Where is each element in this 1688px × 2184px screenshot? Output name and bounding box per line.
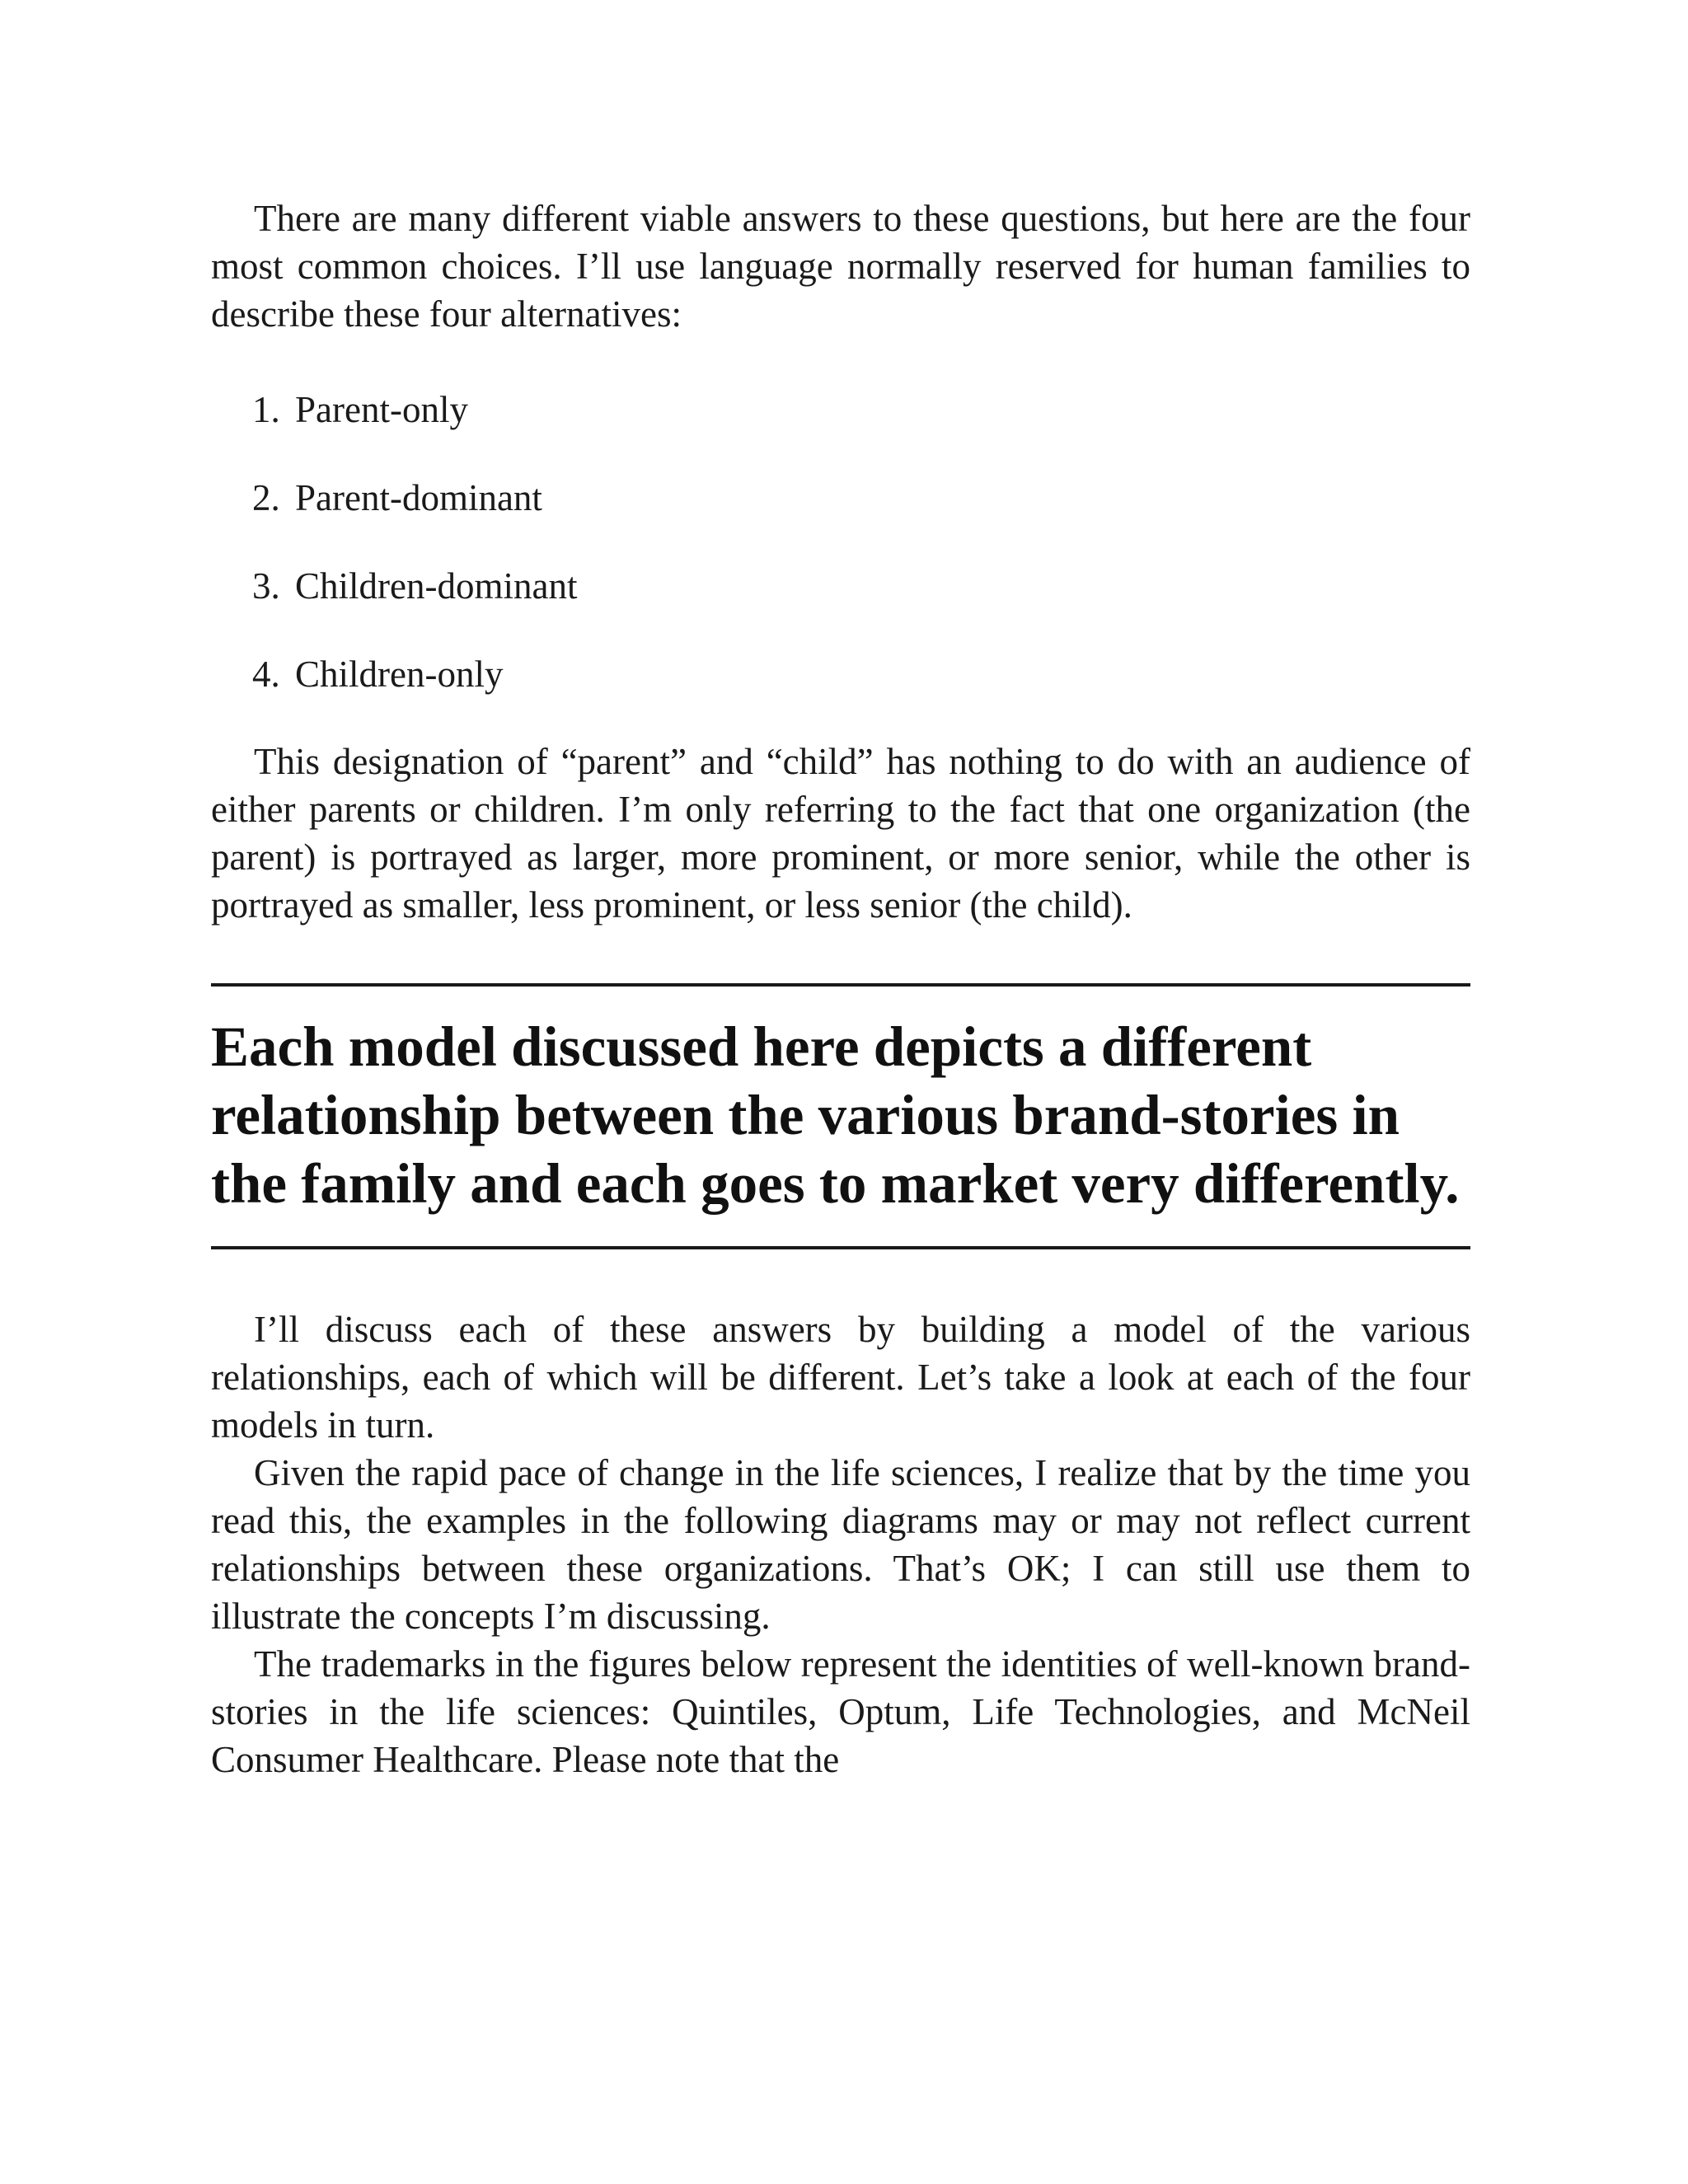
list-item-number: 1. bbox=[252, 389, 280, 430]
document-page bbox=[211, 194, 1470, 1783]
list-item bbox=[211, 562, 1470, 610]
designation-paragraph: This designation of “parent” and “child” has nothing to do with an audience of either parents or children. I’m only referring to the fact that one organization (the parent) is portrayed as larger, more prominent, or more senior, while the other is portrayed as smaller, less prominent, or less senior (the child). bbox=[211, 741, 1470, 926]
list-item-text: Parent-dominant bbox=[295, 477, 542, 518]
body-paragraph: The trademarks in the figures below represent the identities of well-known brand-stories in the life sciences: Quintiles, Optum, Life Technologies, and McNeil Consumer Healthcare. Please note that the bbox=[211, 1643, 1470, 1780]
alternatives-list bbox=[211, 386, 1470, 698]
list-item-number: 2. bbox=[252, 477, 280, 518]
pull-quote bbox=[211, 983, 1470, 1249]
body-paragraph: Given the rapid pace of change in the life sciences, I realize that by the time you read this, the examples in the following diagrams may or may not reflect current relationships between these organizations. That’s OK; I can still use them to illustrate the concepts I’m discussing. bbox=[211, 1452, 1470, 1637]
pull-quote-text: Each model discussed here depicts a different relationship between the various brand-stories in the family and each goes to market very differently. bbox=[211, 1015, 1460, 1215]
list-item-text: Children-only bbox=[295, 654, 504, 695]
list-item-text: Children-dominant bbox=[295, 565, 578, 607]
list-item bbox=[211, 386, 1470, 434]
body-paragraph: I’ll discuss each of these answers by building a model of the various relationships, each of which will be different. Let’s take a look at each of the four models in turn. bbox=[211, 1309, 1470, 1446]
list-item-number: 3. bbox=[252, 565, 280, 607]
body-paragraphs bbox=[211, 1305, 1470, 1783]
list-item-number: 4. bbox=[252, 654, 280, 695]
list-item bbox=[211, 474, 1470, 522]
list-item-text: Parent-only bbox=[295, 389, 468, 430]
intro-paragraph: There are many different viable answers to these questions, but here are the four most common choices. I’ll use language normally reserved for human families to describe these four alternatives: bbox=[211, 198, 1470, 335]
list-item bbox=[211, 650, 1470, 698]
